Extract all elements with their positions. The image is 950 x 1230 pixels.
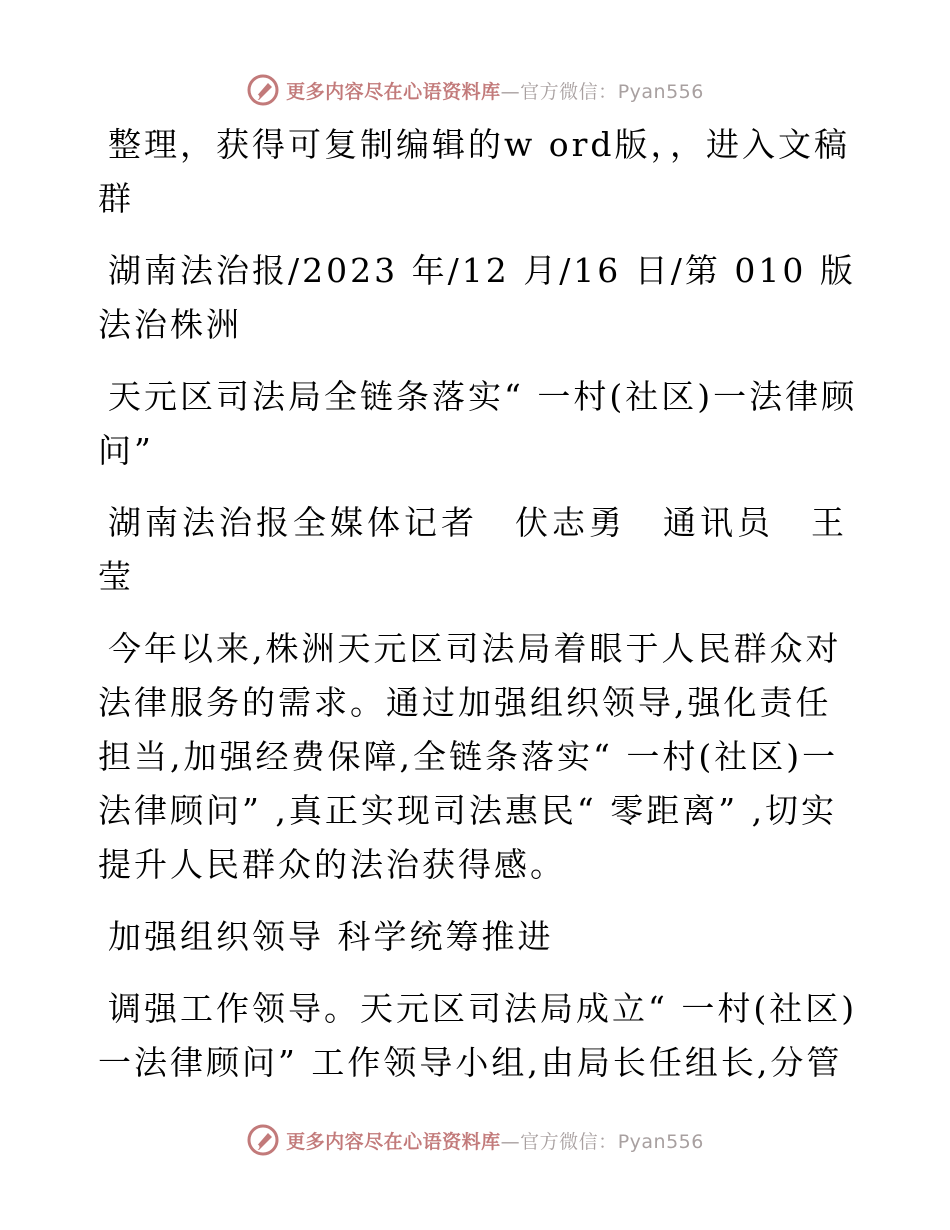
- watermark-label: 官方微信：: [520, 1130, 618, 1153]
- watermark-separator: —: [500, 80, 521, 103]
- watermark-separator: —: [500, 1130, 521, 1153]
- watermark-brand: 更多内容尽在心语资料库: [286, 1130, 501, 1153]
- doc-byline: 湖南法治报全媒体记者 伏志勇 通讯员 王莹: [98, 503, 848, 596]
- doc-paragraph-source: 湖南法治报/2023 年/12 月/16 日/第 010 版法治株洲: [98, 251, 856, 344]
- watermark-text: [286, 77, 704, 104]
- watermark-text: [286, 1127, 704, 1154]
- doc-paragraph-body: 调强工作领导。天元区司法局成立“ 一村(社区)一法律顾问” 工作领导小组,由局长任组长,分管: [98, 989, 858, 1082]
- doc-headline: 天元区司法局全链条落实“ 一村(社区)一法律顾问”: [98, 377, 858, 470]
- pen-circle-logo-icon: [246, 73, 280, 107]
- header-watermark: [0, 70, 950, 110]
- footer-watermark: [0, 1120, 950, 1160]
- pen-circle-logo-icon: [246, 1123, 280, 1157]
- doc-subheading: 加强组织领导 科学统筹推进: [108, 917, 554, 956]
- document-body: [98, 118, 858, 1108]
- watermark-brand: 更多内容尽在心语资料库: [286, 80, 501, 103]
- watermark-label: 官方微信：: [520, 80, 618, 103]
- watermark-handle: Pyan556: [617, 1130, 704, 1153]
- doc-paragraph-lead: 今年以来,株洲天元区司法局着眼于人民群众对法律服务的需求。通过加强组织领导,强化责任担当,加强经费保障,全链条落实“ 一村(社区)一法律顾问” ,真正实现司法惠民“ 零距离” ,切实提升人民群众的法治获得感。: [98, 629, 842, 884]
- doc-paragraph-intro: 整理，获得可复制编辑的w ord版，，进入文稿群: [98, 125, 851, 218]
- watermark-handle: Pyan556: [617, 80, 704, 103]
